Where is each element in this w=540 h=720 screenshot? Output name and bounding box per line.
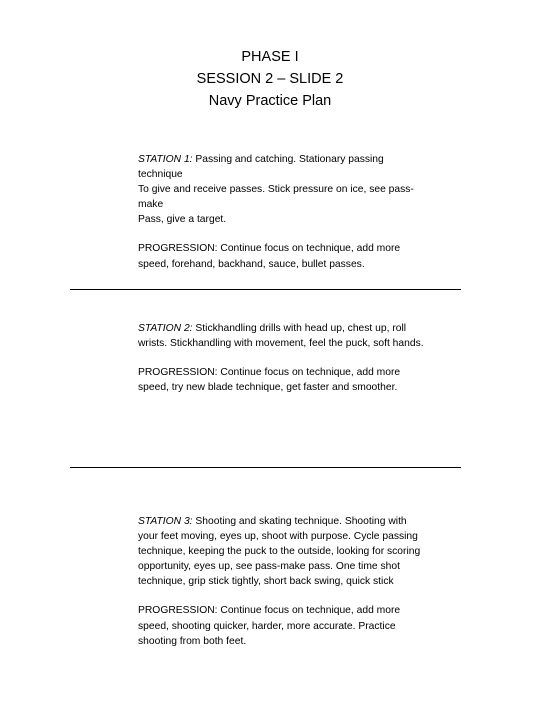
station-1-label: STATION 1: bbox=[138, 154, 193, 165]
station-2-description bbox=[138, 321, 428, 351]
station-2-label: STATION 2: bbox=[138, 323, 193, 334]
station-3-progression: PROGRESSION: Continue focus on technique, add more speed, shooting quicker, harder, more accurate. Practice shooting from both feet. bbox=[138, 605, 401, 647]
station-2-text: Stickhandling drills with head up, chest up, roll wrists. Stickhandling with movement, feel the puck, soft hands. bbox=[138, 323, 424, 350]
station-1-line-2: To give and receive passes. Stick pressure on ice, see pass-make bbox=[138, 184, 414, 211]
section-divider bbox=[70, 467, 461, 468]
station-2-progression: PROGRESSION: Continue focus on technique, add more speed, try new blade technique, get faster and smoother. bbox=[138, 367, 401, 394]
practice-plan-title: Navy Practice Plan bbox=[208, 93, 332, 109]
station-3-description bbox=[138, 514, 428, 589]
station-1-text: Passing and catching. Stationary passing technique bbox=[138, 154, 384, 181]
station-3-label: STATION 3: bbox=[138, 516, 193, 527]
station-1-block bbox=[138, 152, 428, 272]
session-slide-title: SESSION 2 – SLIDE 2 bbox=[196, 71, 344, 87]
section-divider bbox=[70, 289, 461, 290]
station-2-block bbox=[138, 321, 428, 395]
station-1-description bbox=[138, 152, 428, 182]
station-3-text: Shooting and skating technique. Shooting with your feet moving, eyes up, shoot with purpose. Cycle passing technique, keeping the puck to the outside, looking for scoring opportunity, eyes up, see pass-make pass. One time shot technique, grip stick tightly, short back swing, quick stick bbox=[138, 516, 421, 588]
document-header bbox=[0, 46, 540, 112]
phase-title: PHASE I bbox=[241, 49, 299, 65]
station-1-line-3: Pass, give a target. bbox=[138, 214, 227, 226]
station-1-progression: PROGRESSION: Continue focus on technique, add more speed, forehand, backhand, sauce, bullet passes. bbox=[138, 243, 401, 270]
station-3-block bbox=[138, 514, 428, 649]
